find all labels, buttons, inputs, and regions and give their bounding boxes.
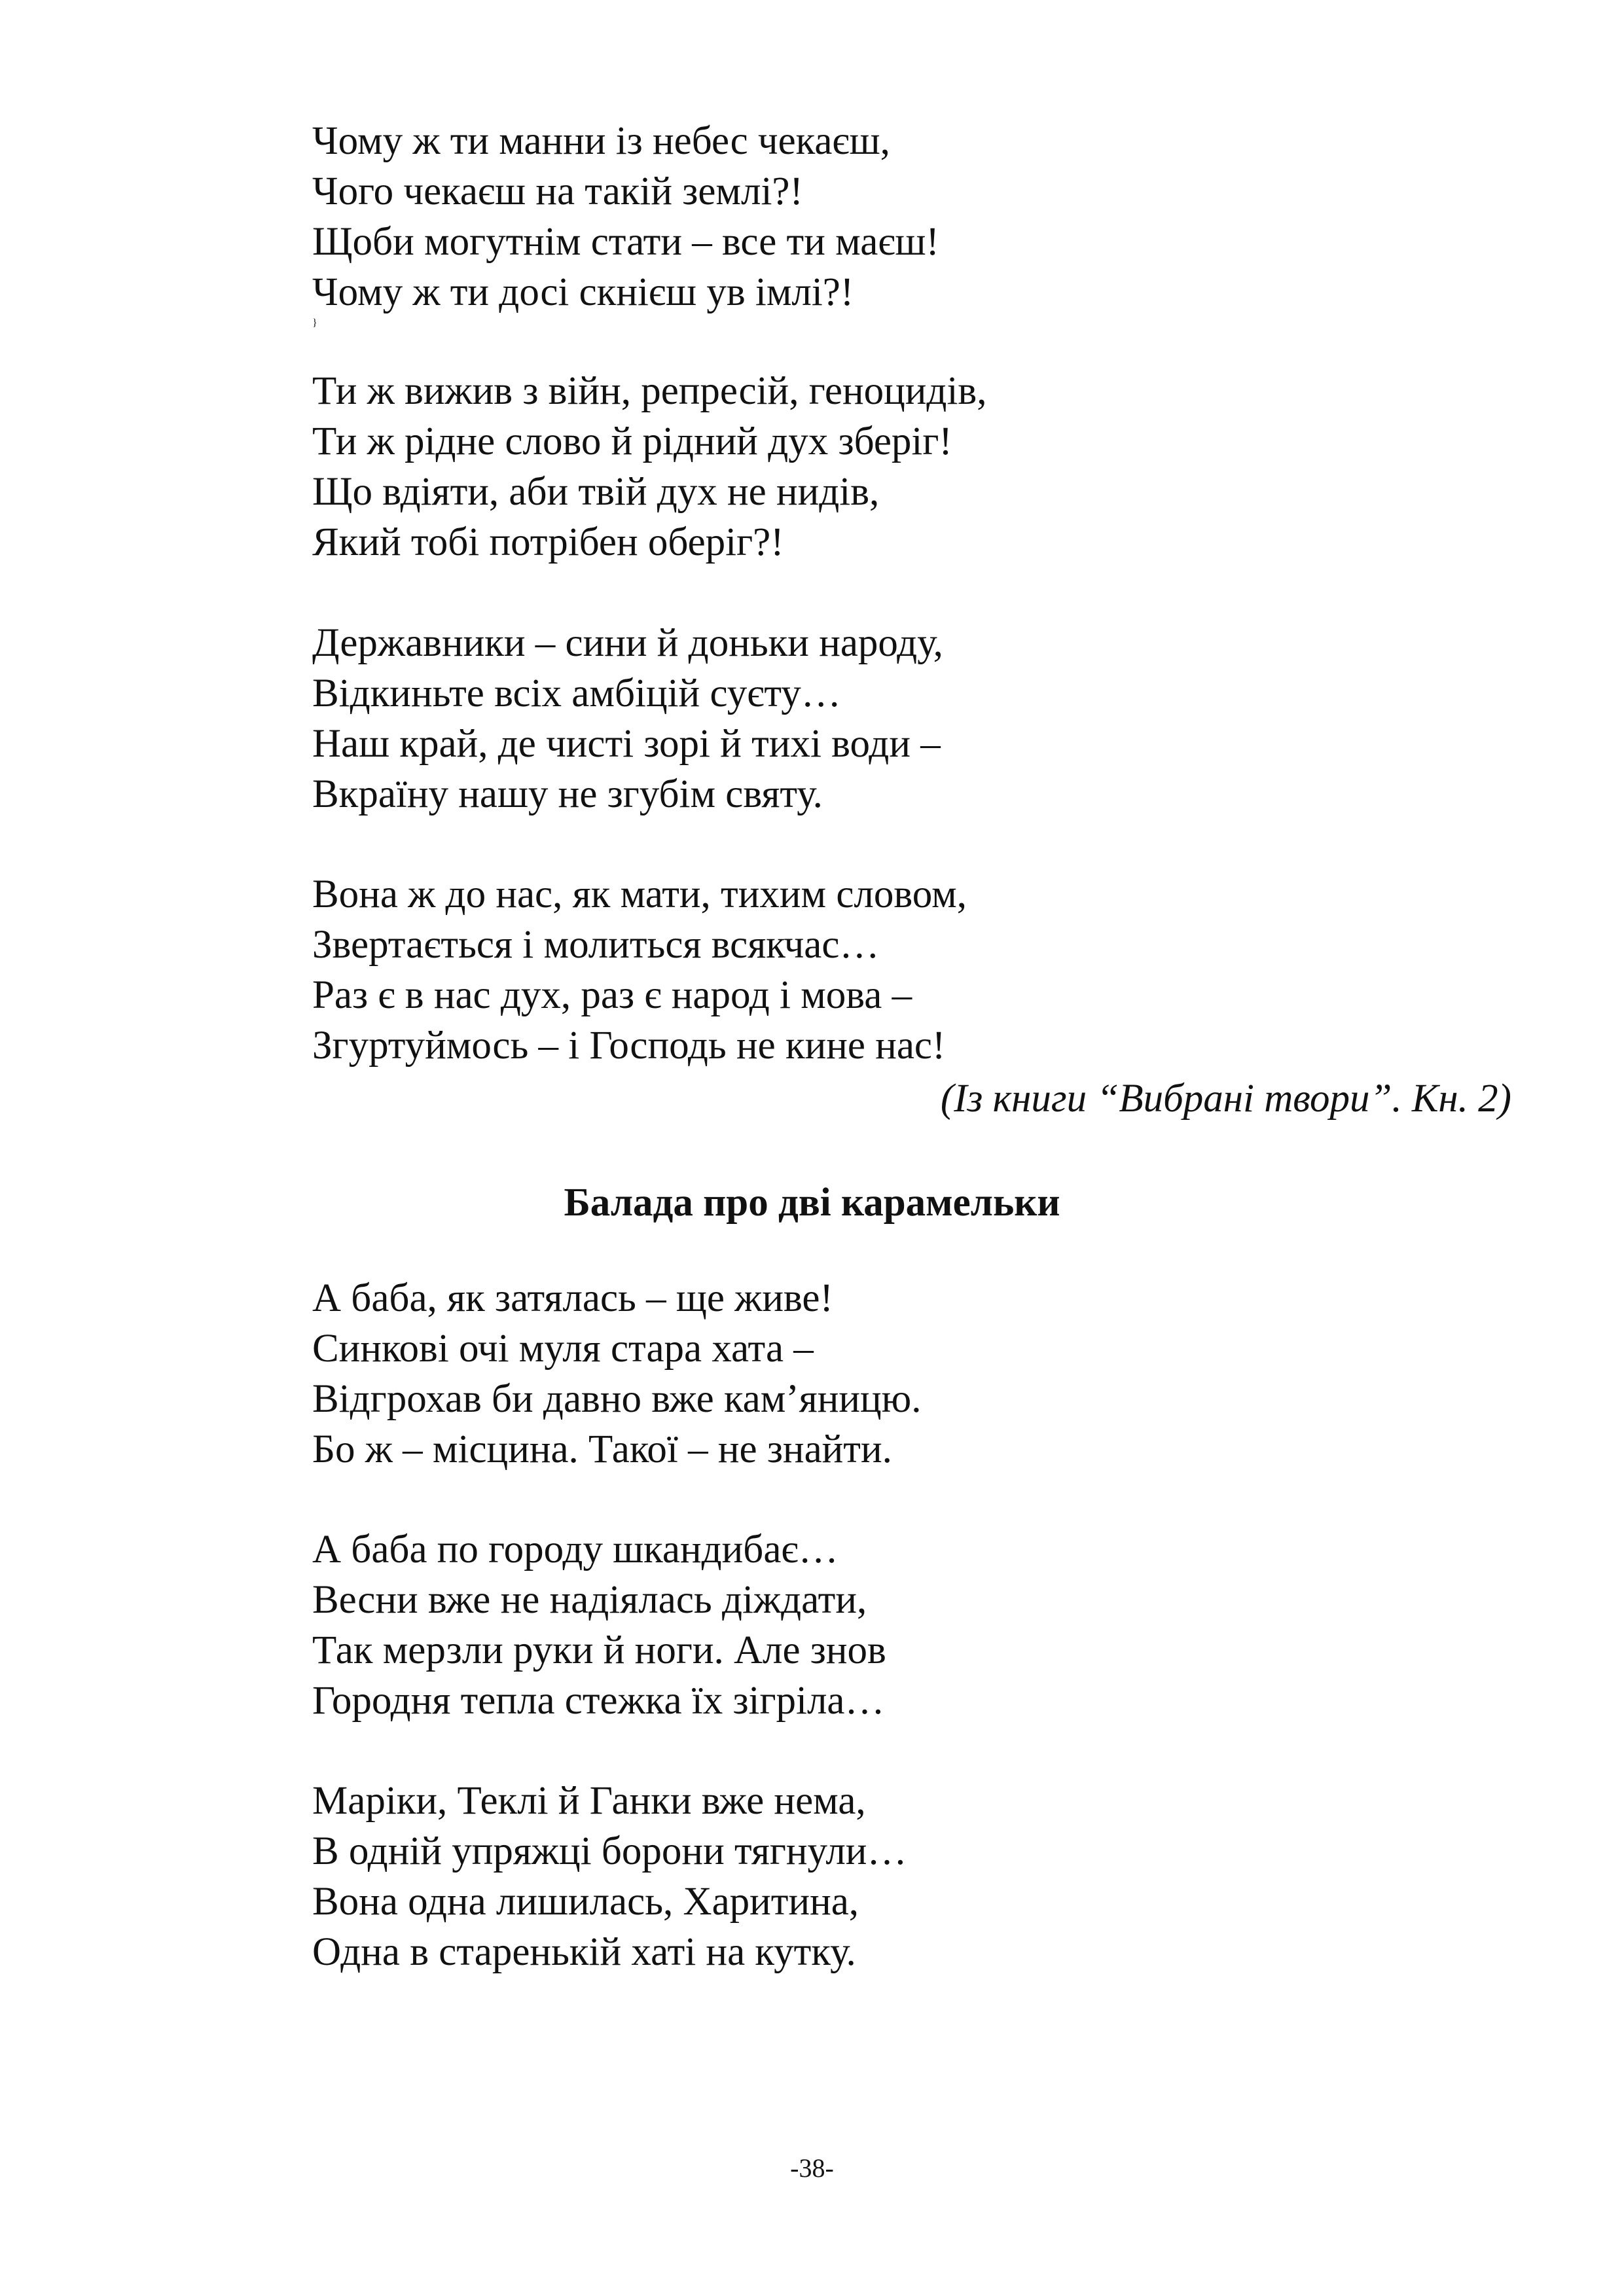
- poem-stanza: [312, 1273, 1556, 1475]
- poem-line: Державники – сини й доньки народу,: [312, 621, 943, 665]
- poem-line: В одній упряжці борони тягнули…: [312, 1829, 907, 1873]
- poem-line: Городня тепла стежка їх зігріла…: [312, 1679, 885, 1723]
- poem-title: Балада про дві карамельки: [564, 1181, 1060, 1225]
- poem-line: Що вдіяти, аби твій дух не нидів,: [312, 470, 880, 514]
- poem-line: Наш край, де чисті зорі й тихі води –: [312, 722, 941, 766]
- poem-line: Чому ж ти досі скнієш ув імлі?!: [312, 270, 854, 314]
- poem-line: Раз є в нас дух, раз є народ і мова –: [312, 973, 912, 1017]
- poem-line: А баба по городу шкандибає…: [312, 1528, 839, 1571]
- poem-line: Звертається і молиться всякчас…: [312, 923, 880, 967]
- poem-line: Згуртуймось – і Господь не кине нас!: [312, 1024, 946, 1067]
- poem-stanza: [312, 618, 1556, 819]
- poem-line: Відгрохав би давно вже кам’яницю.: [312, 1377, 922, 1421]
- poem-stanza: [312, 366, 1556, 567]
- source-citation: (Із книги “Вибрані твори”. Кн. 2): [940, 1077, 1511, 1121]
- poem-line: Чого чекаєш на такій землі?!: [312, 170, 803, 213]
- poem-line: Маріки, Теклі й Ганки вже нема,: [312, 1779, 866, 1823]
- poem-line: Вкраїну нашу не згубім святу.: [312, 772, 823, 816]
- poem-line: Чому ж ти манни із небес чекаєш,: [312, 119, 890, 163]
- poem-stanza: [312, 869, 1556, 1071]
- poem-line: Ти ж вижив з війн, репресій, геноцидів,: [312, 369, 987, 413]
- poem-stanza: [312, 1776, 1556, 1977]
- poem-stanza: [312, 1524, 1556, 1726]
- poem-line: Ти ж рідне слово й рідний дух зберіг!: [312, 420, 952, 463]
- page-number: -38-: [790, 2153, 834, 2183]
- poem-line: Відкиньте всіх амбіцій суєту…: [312, 672, 841, 715]
- poem-line: Який тобі потрібен оберіг?!: [312, 520, 784, 564]
- poem-line: Бо ж – місцина. Такої – не знайти.: [312, 1427, 892, 1471]
- poem-line: Одна в старенькій хаті на кутку.: [312, 1930, 856, 1974]
- poem-stanza: Чому ж ти манни із небес чекаєш, Чого чекаєш на такій землі?! Щоби могутнім стати – все ти маєш! Чому ж ти досі скнієш ув імлі?! }: [312, 116, 1556, 329]
- poem-line: Вона ж до нас, як мати, тихим словом,: [312, 872, 967, 916]
- poem-line: Щоби могутнім стати – все ти маєш!: [312, 220, 939, 264]
- poem-line: Так мерзли руки й ноги. Але знов: [312, 1628, 886, 1672]
- poem-line: Вона одна лишилась, Харитина,: [312, 1880, 859, 1924]
- poem-line: Весни вже не надіялась діждати,: [312, 1578, 867, 1622]
- poem-line: А баба, як затялась – ще живе!: [312, 1276, 833, 1320]
- poem-line: Синкові очі муля стара хата –: [312, 1327, 814, 1371]
